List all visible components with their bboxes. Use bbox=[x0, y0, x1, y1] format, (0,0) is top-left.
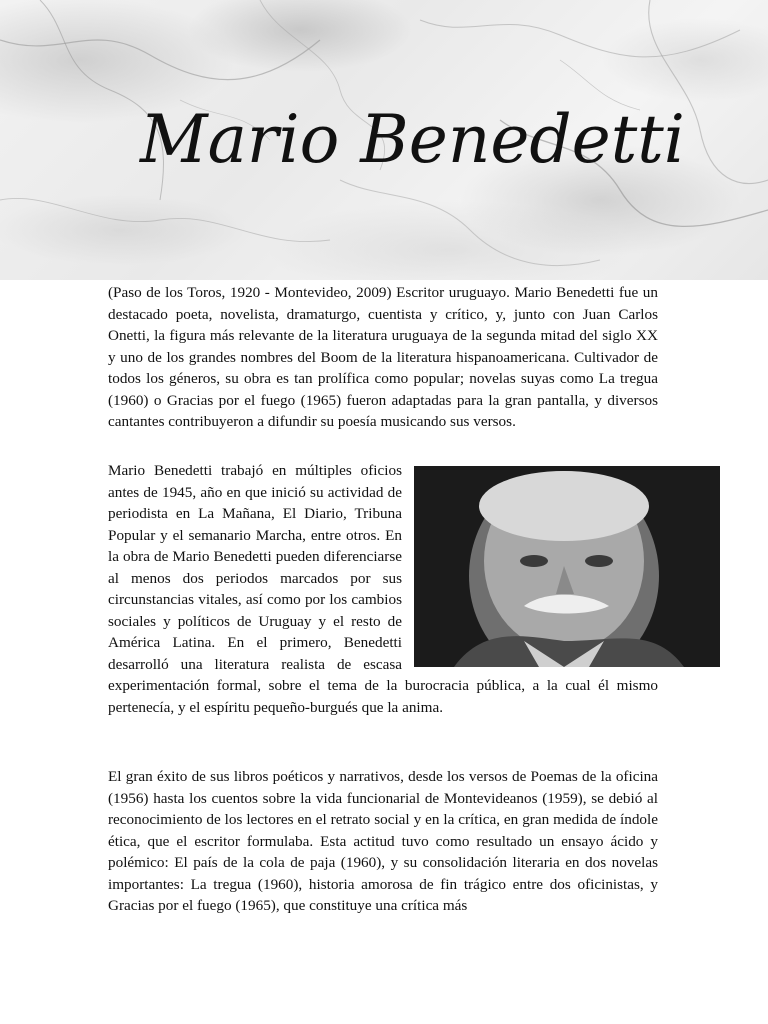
paragraph-intro: (Paso de los Toros, 1920 - Montevideo, 2009) Escritor uruguayo. Mario Benedetti fue un destacado poeta, novelista, dramaturgo, cuentista y crítico, y, junto con Juan Carlos Onetti, la figura más relevante de la literatura uruguaya de la segunda mitad del siglo XX y uno de los grandes nombres del Boom de la literatura hispanoamericana. Cultivador de todos los géneros, su obra es tan prolífica como popular; novelas suyas como La tregua (1960) o Gracias por el fuego (1965) fueron adaptadas para la gran pantalla, y diversos cantantes contribuyeron a difundir su poesía musicando sus versos. bbox=[108, 284, 658, 430]
marble-header-background bbox=[0, 0, 768, 280]
page-title: Mario Benedetti bbox=[140, 101, 685, 178]
paragraph-success: El gran éxito de sus libros poéticos y narrativos, desde los versos de Poemas de la oficina (1956) hasta los cuentos sobre la vida funcionarial de Montevideanos (1959), se debió al reconocimiento de los lectores en el retrato social y en la crítica, en gran medida de índole ética, que el escritor formulaba. Esta actitud tuvo como resultado un ensayo ácido y polémico: El país de la cola de paja (1960), y su consolidación literaria en dos novelas importantes: La tregua (1960), historia amorosa de fin trágico entre dos oficinistas, y Gracias por el fuego (1965), que constituye una crítica más bbox=[108, 768, 658, 914]
portrait-icon bbox=[414, 466, 720, 667]
paragraph-career bbox=[108, 460, 658, 718]
author-portrait-photo bbox=[414, 466, 720, 667]
paragraph-career-text: Mario Benedetti trabajó en múltiples oficios antes de 1945, año en que inició su actividad de periodista en La Mañana, El Diario, Tribuna Popular y el semanario Marcha, entre otros. En la obra de Mario Benedetti pueden diferenciarse al menos dos periodos marcados por sus circunstancias vitales, así como por los cambios sociales y políticos de Uruguay y el resto de América Latina. En el primero, Benedetti desarrolló una literatura realista de escasa experimentación formal, sobre el tema de la burocracia pública, a la cual él mismo pertenecía, y el espíritu pequeño-burgués que la anima. bbox=[108, 462, 658, 716]
